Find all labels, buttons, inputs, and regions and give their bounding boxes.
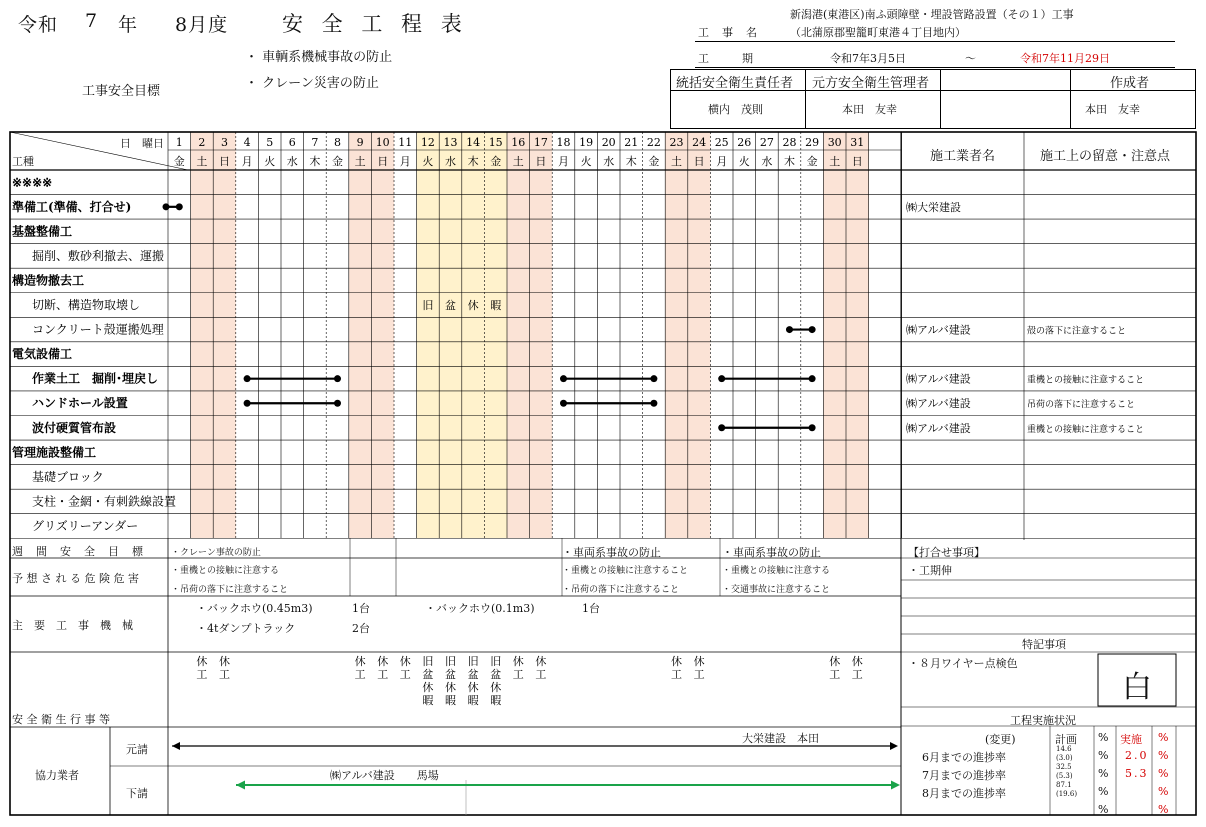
meeting-item: ・工期伸	[908, 564, 952, 577]
weekday-label: 金	[806, 155, 818, 168]
progress-pct: %	[1098, 803, 1109, 816]
day-number: 22	[646, 136, 661, 149]
weekday-label: 水	[286, 155, 298, 168]
weekday-label: 土	[512, 155, 524, 168]
contractor-name: ㈱アルバ建設	[906, 421, 971, 435]
weekday-label: 木	[467, 155, 479, 168]
contractor-name: ㈱大栄建設	[906, 200, 961, 214]
weekly-hazard-1b: ・吊荷の落下に注意すること	[171, 585, 289, 595]
weekday-label: 土	[671, 155, 682, 168]
header-year-unit: 年	[118, 14, 139, 36]
machine-3: ・4tダンプトラック	[196, 622, 296, 635]
event-char: 休	[422, 681, 434, 694]
event-char: 盆	[467, 668, 479, 681]
machine-2-qty: 1台	[582, 602, 600, 615]
weekday-label: 金	[490, 155, 502, 168]
day-number: 16	[511, 136, 526, 149]
goal-item-1: ・ 車輌系機械事故の防止	[245, 50, 393, 65]
bar-end-dot	[650, 375, 657, 382]
event-char: 休	[829, 655, 841, 668]
weekday-label: 木	[625, 155, 637, 168]
event-char: 休	[671, 655, 682, 668]
trade-label: ハンドホール設置	[32, 396, 128, 411]
weekday-label: 日	[851, 155, 863, 168]
day-number: 23	[669, 136, 684, 149]
day-number: 17	[533, 136, 548, 149]
machine-1-qty: 1台	[352, 602, 370, 615]
bar-start-dot	[163, 203, 170, 210]
header-month: 8月度	[175, 14, 229, 36]
progress-actual-pct: %	[1158, 767, 1169, 780]
trade-label: 構造物撤去工	[12, 273, 85, 288]
weekday-label: 日	[219, 155, 230, 168]
role-site-safety: 元方安全衛生管理者	[812, 76, 930, 91]
weekday-label: 金	[648, 155, 660, 168]
weekly-goal-1: ・クレーン事故の防止	[171, 548, 261, 558]
weekday-label: 火	[580, 155, 592, 168]
machine-1: ・バックホウ(0.45m3)	[196, 602, 313, 615]
event-char: 工	[512, 668, 524, 681]
weekly-goal-3: ・車両系事故の防止	[722, 546, 821, 559]
event-char: 暇	[490, 694, 502, 707]
trade-label: 管理施設整備工	[12, 445, 97, 460]
weekday-label: 金	[332, 155, 343, 168]
machine-3-qty: 2台	[352, 622, 370, 635]
status-col-plan: 計画	[1055, 733, 1077, 746]
prime-arrow-right-head	[890, 742, 898, 750]
progress-label: 6月までの進捗率	[922, 751, 1006, 764]
bar-end-dot	[334, 400, 341, 407]
event-char: 休	[196, 655, 208, 668]
trade-label: 掘削、敷砂利撤去、運搬	[32, 248, 165, 263]
progress-plan: 14.6	[1056, 745, 1072, 753]
event-char: 休	[445, 681, 456, 694]
bar-end-dot	[334, 375, 341, 382]
trade-label: 基盤整備工	[12, 224, 73, 239]
weekday-label: 水	[603, 155, 615, 168]
progress-pct: %	[1098, 785, 1109, 798]
event-char: 休	[377, 655, 389, 668]
event-char: 暇	[445, 694, 456, 707]
page-title: 安 全 工 程 表	[282, 12, 468, 36]
event-char: 工	[219, 668, 230, 681]
day-number: 3	[221, 136, 228, 149]
status-col-pct: %	[1098, 731, 1109, 744]
day-shade	[507, 132, 530, 538]
weekly-hazard-label: 予 想 さ れ る 危 険 危 害	[12, 572, 139, 585]
progress-actual: 5.3	[1125, 767, 1149, 780]
weekly-hazard-2b: ・吊荷の落下に注意すること	[562, 585, 680, 595]
status-title: 工程実施状況	[1010, 714, 1076, 727]
event-char: 旧	[490, 655, 502, 668]
header-year: 7	[85, 10, 99, 32]
contractor-name: ㈱アルバ建設	[906, 323, 971, 337]
weekly-events-label: 安 全 衛 生 行 事 等	[12, 713, 110, 726]
weekday-label: 金	[173, 155, 185, 168]
weekday-label: 月	[399, 155, 411, 168]
day-number: 18	[556, 136, 571, 149]
special-item: ・８月ワイヤー点検色	[908, 657, 1018, 670]
day-number: 29	[805, 136, 820, 149]
weekday-label: 水	[445, 155, 456, 168]
bar-end-dot	[809, 326, 816, 333]
goal-item-2: ・ クレーン災害の防止	[245, 76, 379, 91]
weekday-label: 日	[377, 155, 389, 168]
day-number: 30	[827, 136, 842, 149]
event-char: 盆	[490, 668, 502, 681]
partner-prime-text: 大栄建設 本田	[742, 732, 819, 745]
weekly-machines-label: 主 要 工 事 機 械	[12, 619, 133, 632]
trade-label: 準備工(準備、打合せ)	[12, 199, 132, 214]
event-char: 休	[535, 655, 547, 668]
status-col-actual: 実施	[1120, 733, 1142, 746]
event-char: 工	[354, 668, 366, 681]
day-number: 6	[288, 136, 296, 149]
day-number: 13	[443, 136, 458, 149]
event-char: 暇	[467, 694, 479, 707]
project-name-line2: （北蒲原郡聖籠町東港４丁目地内）	[790, 26, 966, 39]
weekly-hazard-3b: ・交通事故に注意すること	[722, 585, 831, 595]
weekly-hazard-3a: ・重機との接触に注意する	[722, 566, 831, 576]
day-number: 10	[375, 136, 390, 149]
weekday-label: 日	[535, 155, 547, 168]
role-author: 作成者	[1110, 76, 1150, 91]
bar-start-dot	[718, 375, 725, 382]
progress-label: 8月までの進捗率	[922, 787, 1006, 800]
project-name-line1: 新潟港(東港区)南ふ頭障壁・埋設管路設置（その１）工事	[790, 8, 1074, 21]
day-number: 5	[266, 136, 274, 149]
day-number: 12	[420, 136, 435, 149]
event-char: 工	[693, 668, 705, 681]
progress-actual: 2.0	[1125, 749, 1149, 762]
event-char: 休	[219, 655, 230, 668]
day-number: 1	[175, 136, 183, 149]
project-label: 工 事 名	[698, 26, 758, 39]
day-number: 28	[782, 136, 797, 149]
sub-arrow-right-head	[891, 781, 900, 790]
day-number: 14	[466, 136, 481, 149]
holiday-label: 暇	[490, 299, 502, 313]
event-char: 旧	[445, 655, 456, 668]
event-char: 盆	[422, 668, 434, 681]
meeting-title: 【打合せ事項】	[908, 546, 985, 559]
prime-arrow-left-head	[172, 742, 180, 750]
name-author: 本田 友幸	[1085, 103, 1140, 116]
bar-end-dot	[809, 375, 816, 382]
holiday-label: 休	[467, 299, 479, 313]
progress-actual-pct: %	[1158, 785, 1169, 798]
day-number: 20	[601, 136, 616, 149]
day-number: 31	[850, 136, 865, 149]
day-number: 8	[334, 136, 341, 149]
weekday-label: 木	[309, 155, 321, 168]
name-general-safety: 横内 茂則	[708, 103, 763, 116]
bar-end-dot	[809, 424, 816, 431]
weekday-label: 火	[738, 155, 750, 168]
trade-label: 電気設備工	[12, 347, 73, 362]
weekly-goal-label: 週 間 安 全 目 標	[12, 545, 144, 558]
weekday-label: 月	[716, 155, 728, 168]
day-number: 24	[692, 136, 707, 149]
weekday-label: 水	[761, 155, 773, 168]
day-shade	[439, 132, 462, 538]
corner-trade: 工種	[12, 155, 34, 168]
day-number: 25	[714, 136, 729, 149]
weekday-label: 月	[241, 155, 253, 168]
day-number: 2	[198, 136, 206, 149]
day-shade	[846, 132, 869, 538]
weekly-goal-2: ・車両系事故の防止	[562, 546, 661, 559]
progress-plan: 87.1	[1056, 781, 1072, 789]
event-char: 盆	[445, 668, 456, 681]
col-notes-header: 施工上の留意・注意点	[1040, 149, 1171, 164]
weekday-label: 月	[558, 155, 569, 168]
partners-label: 協力業者	[35, 769, 79, 782]
event-char: 休	[851, 655, 863, 668]
status-col-actual-pct: %	[1158, 731, 1169, 744]
event-char: 工	[851, 668, 863, 681]
day-number: 7	[311, 136, 319, 149]
sub-arrow-left-head	[236, 781, 245, 790]
goals-label: 工事安全目標	[82, 84, 161, 99]
machine-2: ・バックホウ(0.1m3)	[425, 602, 535, 615]
partner-prime-label: 元請	[126, 743, 148, 756]
day-number: 27	[759, 136, 774, 149]
day-shade	[665, 132, 688, 538]
weekday-label: 土	[354, 155, 366, 168]
event-char: 工	[196, 668, 208, 681]
event-char: 旧	[422, 655, 434, 668]
day-number: 21	[624, 136, 639, 149]
progress-plan-change: (5.3)	[1056, 772, 1073, 780]
period-label: 工 期	[698, 52, 753, 65]
bar-start-dot	[560, 400, 567, 407]
day-number: 26	[737, 136, 752, 149]
bar-start-dot	[718, 424, 725, 431]
weekday-label: 土	[829, 155, 841, 168]
trade-label: グリズリーアンダー	[32, 518, 139, 533]
bar-end-dot	[176, 203, 183, 210]
safety-note: 吊荷の落下に注意すること	[1027, 400, 1136, 411]
progress-plan: 32.5	[1056, 763, 1072, 771]
progress-actual-pct: %	[1158, 749, 1169, 762]
progress-actual-pct: %	[1158, 803, 1169, 816]
event-char: 工	[399, 668, 411, 681]
trade-label: 基礎ブロック	[32, 469, 104, 484]
period-end: 令和7年11月29日	[1020, 52, 1110, 65]
name-site-safety: 本田 友幸	[842, 103, 897, 116]
weekday-label: 火	[264, 155, 276, 168]
safety-note: 重機との接触に注意すること	[1027, 375, 1145, 386]
event-char: 工	[671, 668, 682, 681]
event-char: 休	[354, 655, 366, 668]
day-number: 9	[356, 136, 364, 149]
day-number: 15	[488, 136, 503, 149]
day-number: 19	[579, 136, 594, 149]
day-shade	[213, 132, 236, 538]
trade-label: 切断、構造物取壊し	[32, 298, 141, 313]
weekday-label: 木	[784, 155, 795, 168]
partner-sub-label: 下請	[126, 787, 148, 800]
day-shade	[349, 132, 372, 538]
weekly-hazard-1a: ・重機との接触に注意する	[171, 566, 280, 576]
day-shade	[688, 132, 711, 538]
contractor-name: ㈱アルバ建設	[906, 397, 971, 411]
holiday-label: 旧	[422, 299, 434, 313]
progress-pct: %	[1098, 749, 1109, 762]
weekly-hazard-2a: ・重機との接触に注意すること	[562, 566, 689, 576]
day-shade	[462, 132, 485, 538]
special-color: 白	[1122, 670, 1152, 705]
event-char: 暇	[422, 694, 434, 707]
contractor-name: ㈱アルバ建設	[906, 372, 971, 386]
event-char: 休	[512, 655, 524, 668]
col-contractor-header: 施工業者名	[930, 149, 996, 164]
event-char: 休	[399, 655, 411, 668]
safety-note: 殻の落下に注意すること	[1027, 326, 1127, 337]
period-start: 令和7年3月5日	[830, 52, 906, 65]
partner-sub-text: ㈱アルバ建設 馬場	[330, 769, 439, 782]
event-char: 工	[377, 668, 389, 681]
event-char: 工	[535, 668, 547, 681]
bar-start-dot	[560, 375, 567, 382]
day-shade	[823, 132, 846, 538]
day-shade	[484, 132, 507, 538]
trade-label: 作業土工 掘削･埋戻し	[32, 371, 159, 386]
event-char: 工	[829, 668, 841, 681]
weekday-label: 火	[422, 155, 434, 168]
day-shade	[530, 132, 553, 538]
trade-label: ※※※※	[12, 175, 53, 190]
event-char: 休	[693, 655, 705, 668]
day-shade	[417, 132, 440, 538]
corner-day-weekday: 日 曜日	[120, 137, 164, 150]
progress-pct: %	[1098, 767, 1109, 780]
day-number: 4	[243, 136, 251, 149]
header-era: 令和	[18, 14, 59, 36]
weekday-label: 土	[196, 155, 208, 168]
progress-label: 7月までの進捗率	[922, 769, 1006, 782]
bar-start-dot	[244, 400, 251, 407]
weekday-label: 日	[693, 155, 705, 168]
progress-plan-change: (3.0)	[1056, 754, 1073, 762]
bar-end-dot	[650, 400, 657, 407]
trade-label: コンクリート殻運搬処理	[32, 322, 164, 337]
role-general-safety: 統括安全衛生責任者	[676, 76, 794, 91]
event-char: 旧	[467, 655, 479, 668]
safety-note: 重機との接触に注意すること	[1027, 424, 1145, 435]
special-title: 特記事項	[1022, 638, 1066, 651]
trade-label: 波付硬質管布設	[32, 420, 117, 435]
bar-start-dot	[244, 375, 251, 382]
day-number: 11	[398, 136, 413, 149]
day-shade	[191, 132, 214, 538]
progress-plan-change: (19.6)	[1056, 790, 1078, 798]
status-col-change: (変更)	[985, 733, 1016, 746]
event-char: 休	[467, 681, 479, 694]
event-char: 休	[490, 681, 502, 694]
period-separator: ～	[965, 52, 976, 65]
holiday-label: 盆	[445, 299, 456, 313]
trade-label: 支柱・金網・有刺鉄線設置	[32, 494, 177, 509]
day-shade	[371, 132, 394, 538]
bar-start-dot	[786, 326, 793, 333]
